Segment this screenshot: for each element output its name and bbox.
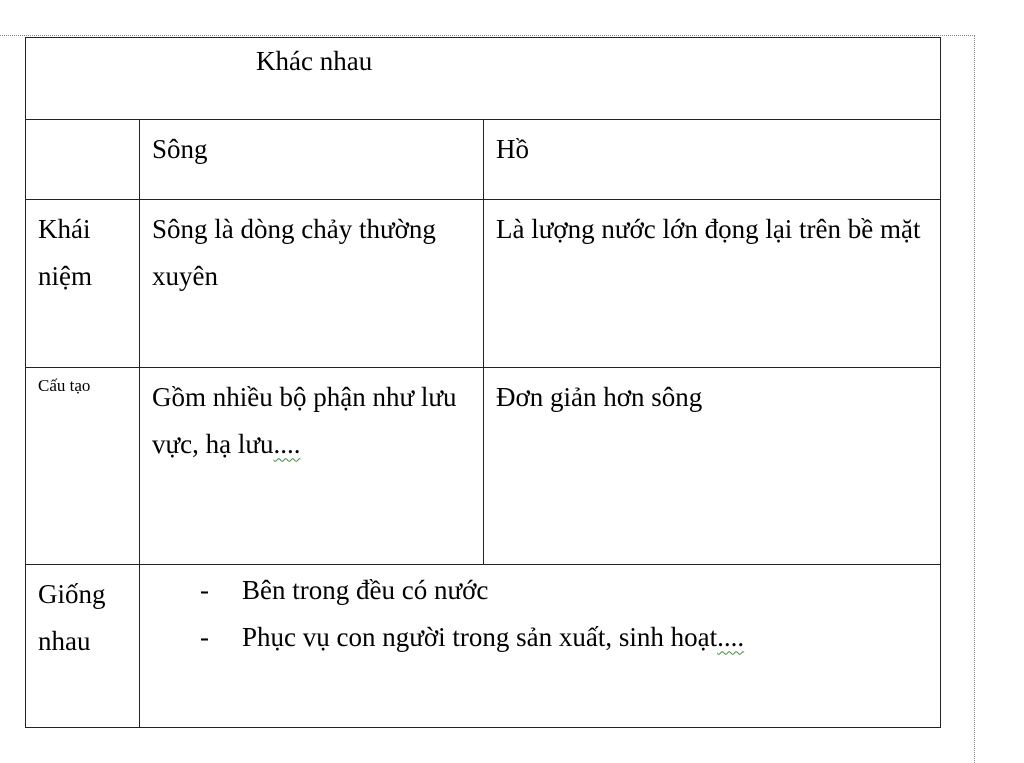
song-cau-tao-text: Gồm nhiều bộ phận như lưu vực, hạ lưu <box>152 382 457 460</box>
table-row-header <box>26 38 941 120</box>
song-khai-niem-text: Sông là dòng chảy thường xuyên <box>152 214 436 292</box>
column-header-ho-text: Hồ <box>496 134 529 164</box>
comparison-table <box>25 37 941 728</box>
song-cell[interactable] <box>140 368 484 565</box>
column-header-song-text: Sông <box>152 134 208 164</box>
row-label-giong-nhau: Giống nhau <box>38 579 106 657</box>
table-row <box>26 368 941 565</box>
page-margin-guide-right <box>974 35 975 763</box>
row-label-cell[interactable] <box>26 200 140 368</box>
table-row-columns <box>26 120 941 200</box>
column-header-song[interactable] <box>140 120 484 200</box>
ho-cau-tao-text: Đơn giản hơn sông <box>496 382 703 412</box>
list-item <box>200 567 928 614</box>
similarity-text: Bên trong đều có nước <box>242 575 489 605</box>
ho-cell[interactable] <box>484 200 941 368</box>
spellcheck-squiggle-text: .... <box>273 429 301 460</box>
page-margin-guide-top <box>0 35 975 36</box>
empty-corner-cell[interactable] <box>26 120 140 200</box>
bullet-dash: - <box>200 575 209 605</box>
header-cell-khac-nhau[interactable] <box>26 38 941 120</box>
spellcheck-squiggle-text: .... <box>717 622 745 653</box>
ho-cell[interactable] <box>484 368 941 565</box>
list-item <box>200 614 928 661</box>
row-label-cell[interactable] <box>26 565 140 728</box>
row-label-khai-niem: Khái niệm <box>38 214 92 292</box>
similarities-list <box>152 567 928 662</box>
bullet-dash: - <box>200 622 209 653</box>
row-label-cau-tao: Cấu tạo <box>38 376 91 395</box>
ho-khai-niem-text: Là lượng nước lớn đọng lại trên bề mặt <box>496 214 921 244</box>
header-text: Khác nhau <box>256 46 373 76</box>
column-header-ho[interactable] <box>484 120 941 200</box>
table-row <box>26 200 941 368</box>
similarity-text: Phục vụ con người trong sản xuất, sinh hoạt <box>242 622 718 653</box>
table-row-similarities <box>26 565 941 728</box>
song-cell[interactable] <box>140 200 484 368</box>
similarities-cell[interactable] <box>140 565 941 728</box>
row-label-cell[interactable] <box>26 368 140 565</box>
